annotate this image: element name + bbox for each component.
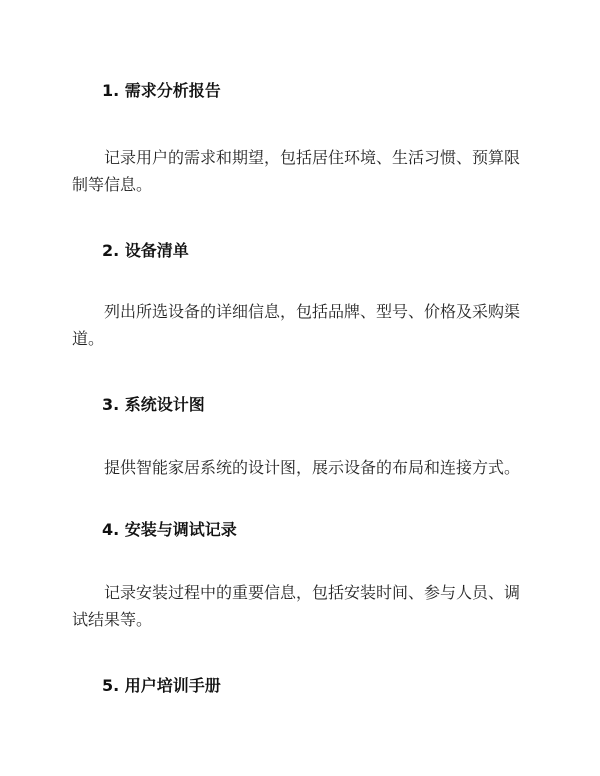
section-body-installation-record: 记录安装过程中的重要信息，包括安装时间、参与人员、调试结果等。 [72,583,521,629]
section-heading-requirements-report: 1. 需求分析报告 [102,81,221,100]
section-body-device-list: 列出所选设备的详细信息，包括品牌、型号、价格及采购渠道。 [72,302,521,348]
section-body-system-design: 提供智能家居系统的设计图，展示设备的布局和连接方式。 [104,458,521,477]
section-body-requirements-report: 记录用户的需求和期望，包括居住环境、生活习惯、预算限制等信息。 [72,148,521,194]
section-heading-device-list: 2. 设备清单 [102,241,189,260]
section-heading-system-design: 3. 系统设计图 [102,395,205,414]
section-heading-installation-record: 4. 安装与调试记录 [102,520,237,539]
section-heading-user-training-manual: 5. 用户培训手册 [102,676,221,695]
